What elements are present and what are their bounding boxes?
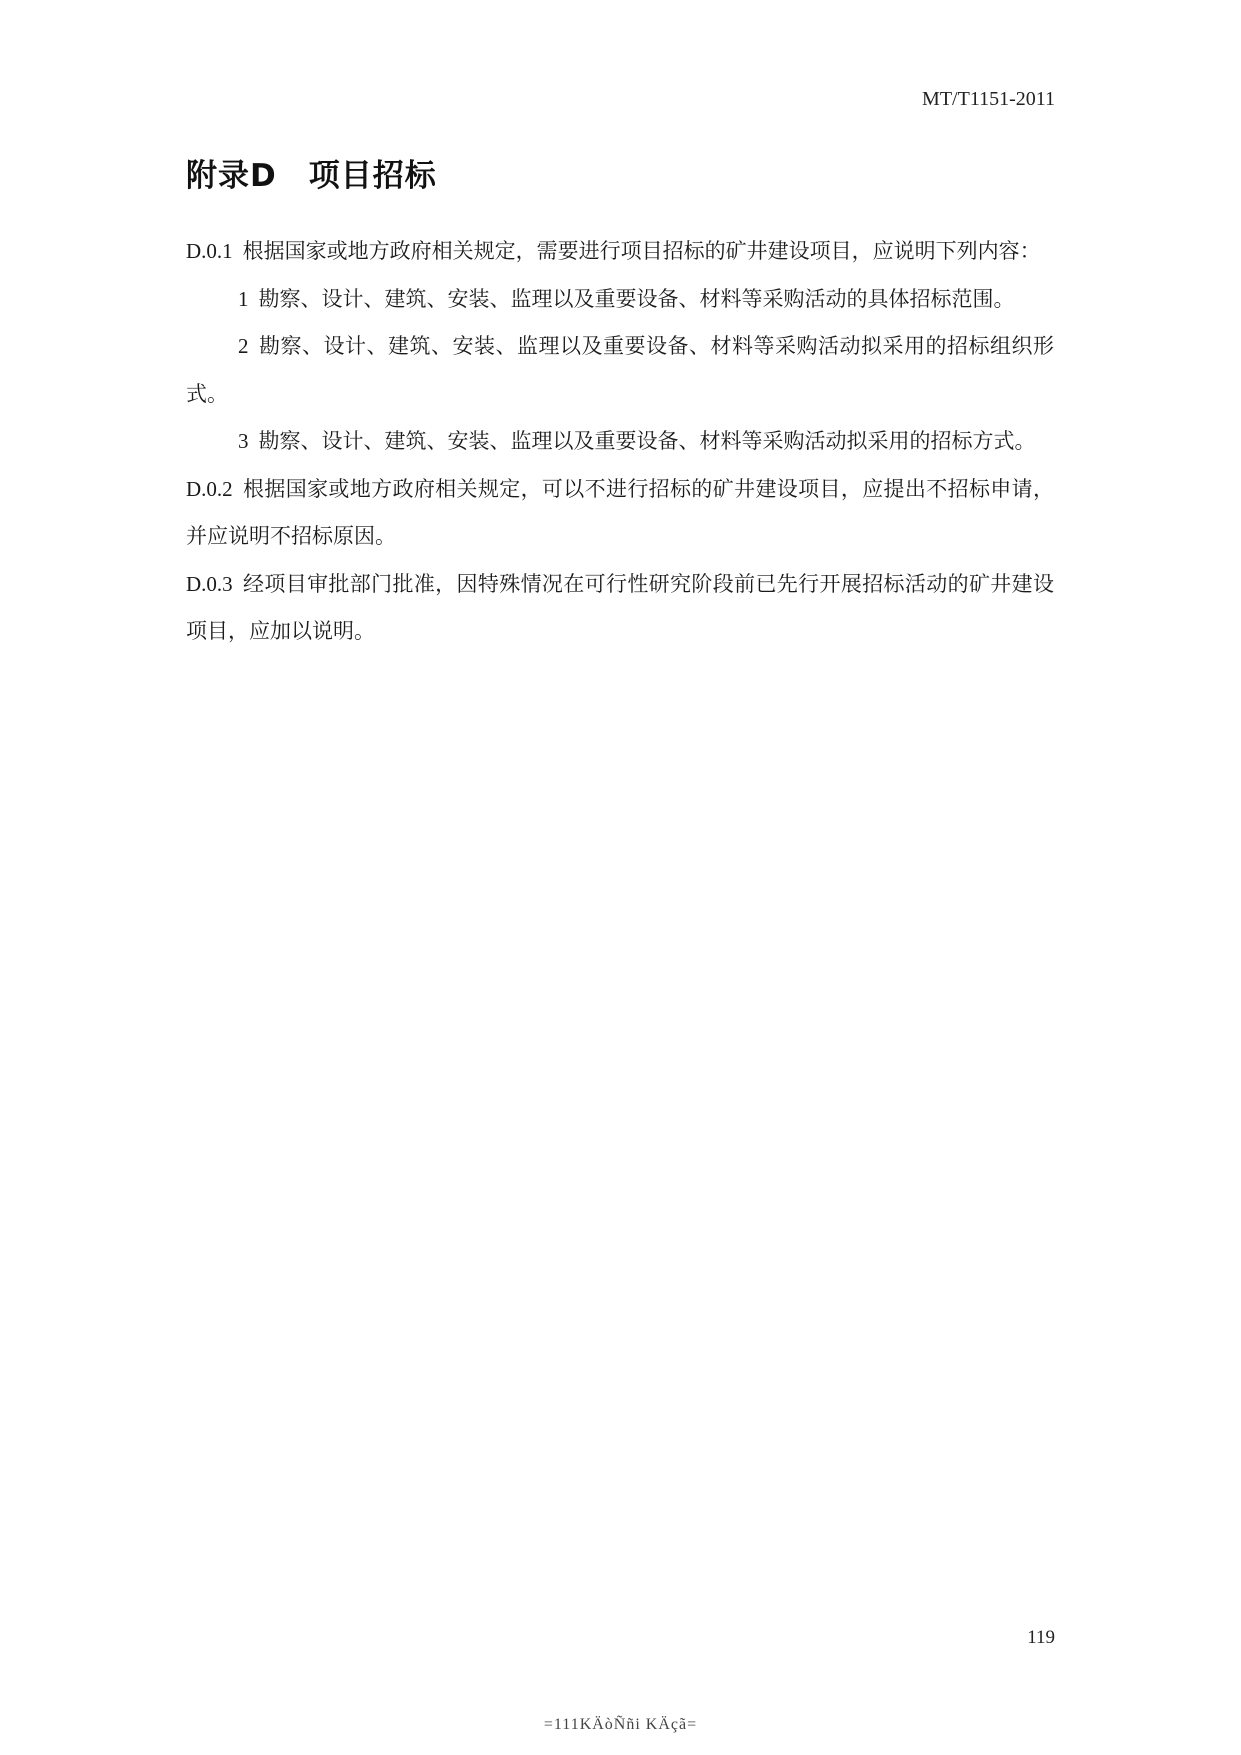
appendix-name: 项目招标 <box>308 158 437 194</box>
clause-text: 经项目审批部门批准，因特殊情况在可行性研究阶段前已先行开展招标活动的矿井建设项目，应加以说明。 <box>186 571 1054 643</box>
item-text: 勘察、设计、建筑、安装、监理以及重要设备、材料等采购活动的具体招标范围。 <box>258 286 1015 311</box>
clause-number: D.0.2 <box>186 476 233 501</box>
page-number: 119 <box>1027 1627 1055 1648</box>
list-item <box>186 323 1054 418</box>
clause-number: D.0.1 <box>186 239 233 263</box>
item-text: 勘察、设计、建筑、安装、监理以及重要设备、材料等采购活动拟采用的招标组织形式。 <box>186 334 1054 406</box>
item-number: 3 <box>238 429 249 453</box>
clause-text: 根据国家或地方政府相关规定，可以不进行招标的矿井建设项目，应提出不招标申请，并应说明不招标原因。 <box>186 476 1054 548</box>
clause-d01 <box>186 228 1054 276</box>
clause-d02 <box>186 466 1054 561</box>
list-item <box>186 276 1054 324</box>
appendix-label: 附录D <box>186 158 277 194</box>
clause-number: D.0.3 <box>186 571 233 596</box>
clause-d03 <box>186 561 1054 656</box>
item-number: 1 <box>238 286 249 311</box>
item-number: 2 <box>238 334 249 358</box>
appendix-body <box>186 228 1054 656</box>
item-text: 勘察、设计、建筑、安装、监理以及重要设备、材料等采购活动拟采用的招标方式。 <box>258 429 1036 453</box>
footer-mark: =111KÄòÑñi KÄçã= <box>543 1716 698 1733</box>
list-item <box>186 418 1054 466</box>
clause-text: 根据国家或地方政府相关规定，需要进行项目招标的矿井建设项目，应说明下列内容： <box>242 239 1041 263</box>
standard-code: MT/T1151-2011 <box>922 88 1055 110</box>
appendix-title <box>186 150 437 195</box>
